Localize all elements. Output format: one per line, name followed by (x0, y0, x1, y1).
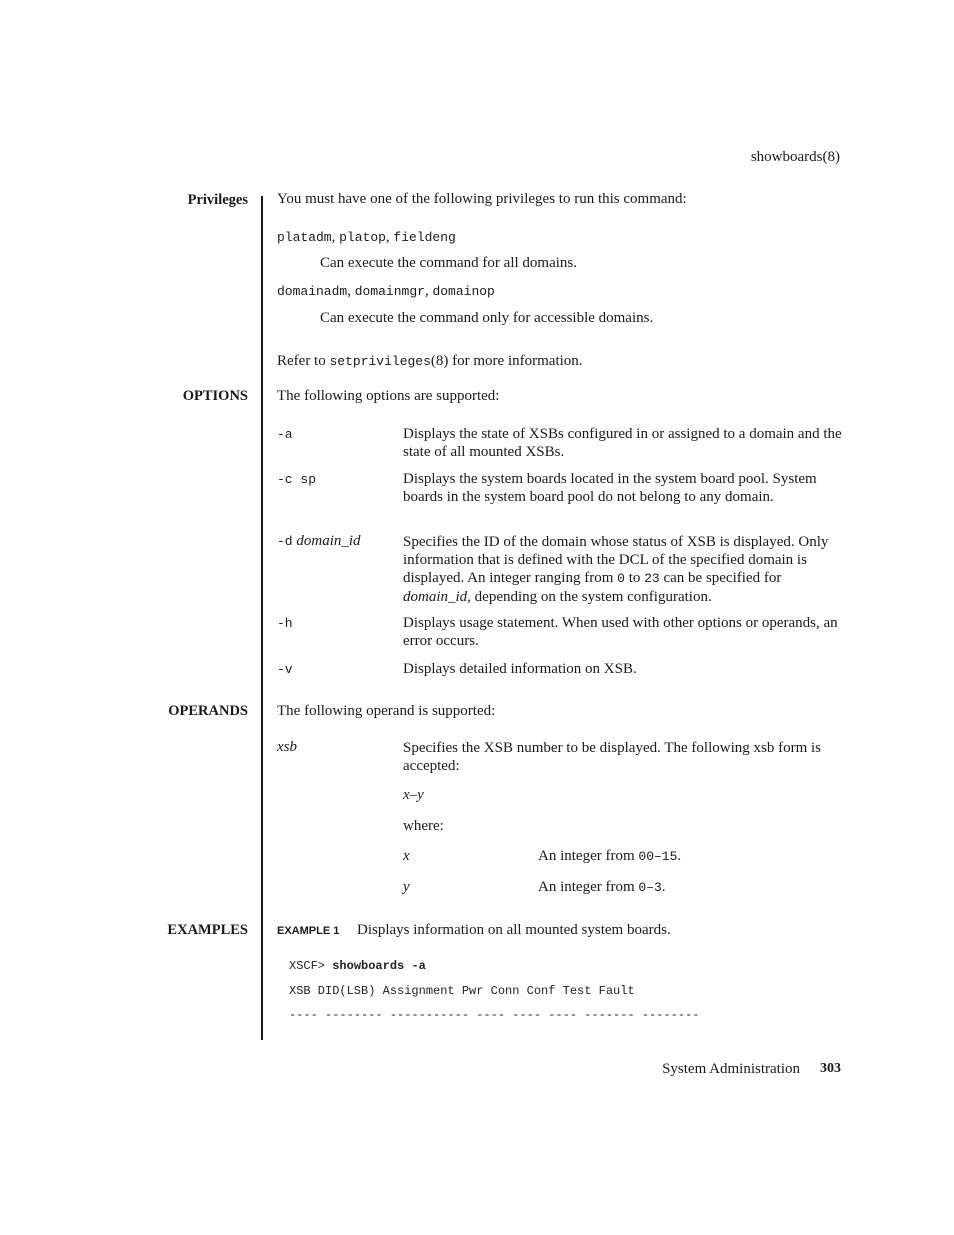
option-h-flag: -h (277, 616, 293, 631)
xscf-prompt: XSCF> (289, 959, 333, 973)
example-caption: Displays information on all mounted system boards. (357, 922, 671, 938)
privilege-list-2: domainadm, domainmgr, domainop (277, 283, 495, 299)
option-a-desc: Displays the state of XSBs configured in or assigned to a domain and the state of all mounted XSBs. (403, 426, 842, 460)
privilege-platop: platop (339, 230, 386, 245)
example-command-line (289, 959, 426, 973)
example-label: EXAMPLE 1 (277, 925, 340, 937)
option-a-flag: -a (277, 427, 293, 442)
privilege-domainmgr: domainmgr (354, 284, 425, 299)
privilege-domainadm: domainadm (277, 284, 348, 299)
privilege-list-1-desc: Can execute the command for all domains. (320, 255, 577, 271)
privilege-fieldeng: fieldeng (393, 230, 456, 245)
option-d-flag: -d domain_id (277, 533, 361, 549)
privilege-platadm: platadm (277, 230, 332, 245)
operand-y-name: y (403, 879, 410, 895)
operand-y-desc: An integer from 0–3. (538, 879, 666, 895)
option-d-arg: domain_id (296, 533, 361, 549)
option-v-desc: Displays detailed information on XSB. (403, 661, 637, 677)
operand-xsb-name: xsb (277, 739, 297, 755)
options-intro: The following options are supported: (277, 388, 500, 404)
margin-rule (261, 196, 263, 1040)
running-header: showboards(8) (750, 149, 840, 165)
privileges-intro: You must have one of the following privileges to run this command: (277, 191, 687, 207)
option-d-desc: Specifies the ID of the domain whose status of XSB is displayed. Only information that is defined with the DCL of the specified domain is displayed. An integer ranging from 0 to 23 can be specified for domain_id, depending on the system configuration. (403, 534, 829, 605)
privilege-list-2-desc: Can execute the command only for accessible domains. (320, 310, 654, 326)
setprivileges-reference: setprivileges (329, 354, 431, 369)
operand-form: x–y (403, 787, 424, 803)
operand-x-name: x (403, 848, 410, 864)
example-output-header: XSB DID(LSB) Assignment Pwr Conn Conf Test Fault (289, 984, 635, 998)
section-heading-options: OPTIONS (182, 388, 248, 404)
option-c-flag: -c sp (277, 472, 317, 487)
footer-book-title: System Administration (662, 1061, 800, 1077)
section-heading-operands: OPERANDS (168, 703, 248, 719)
example-command: showboards -a (332, 959, 426, 973)
section-heading-privileges: Privileges (187, 192, 248, 208)
option-c-desc: Displays the system boards located in the system board pool. System boards in the system board pool do not belong to any domain. (403, 471, 817, 505)
privilege-domainop: domainop (432, 284, 495, 299)
page-number: 303 (820, 1061, 841, 1076)
privilege-list-1: platadm, platop, fieldeng (277, 229, 456, 245)
option-h-desc: Displays usage statement. When used with other options or operands, an error occurs. (403, 615, 838, 649)
section-heading-examples: EXAMPLES (167, 922, 248, 938)
operand-xsb-desc: Specifies the XSB number to be displayed. The following xsb form is accepted: (403, 740, 822, 774)
operand-where: where: (403, 818, 444, 834)
privileges-refer: Refer to setprivileges(8) for more information. (277, 353, 583, 369)
option-v-flag: -v (277, 662, 293, 677)
operands-intro: The following operand is supported: (277, 703, 496, 719)
example-output-rule: ---- -------- ----------- ---- ---- ---- ------- -------- (289, 1008, 700, 1022)
operand-x-desc: An integer from 00–15. (538, 848, 682, 864)
